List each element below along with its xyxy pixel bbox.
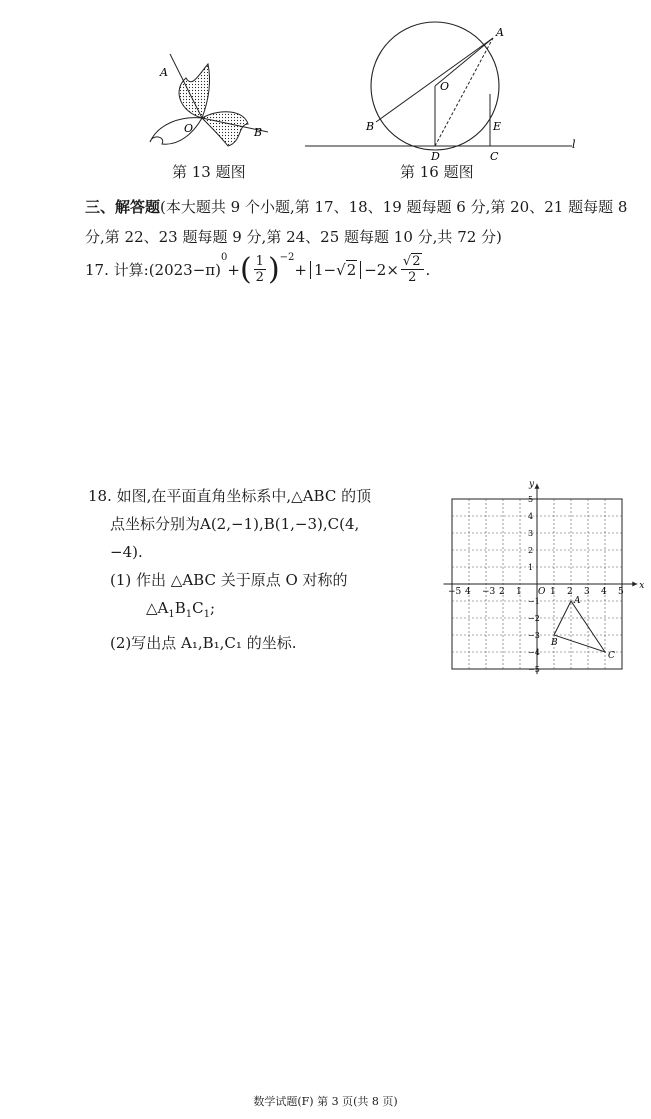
page-footer: 数学试题(F) 第 3 页(共 8 页) — [253, 1095, 398, 1108]
x-tick-label: 1 — [550, 587, 556, 597]
q17-term1: (2023−π) — [148, 260, 221, 279]
q17-plus1: + — [227, 260, 240, 279]
fig13-label-a: A — [160, 66, 168, 79]
fig13-caption: 第 13 题图 — [172, 163, 246, 181]
q17-prefix: 17. 计算: — [85, 261, 149, 279]
x-tick-label: 2 — [499, 587, 505, 597]
fig13-label-o: O — [184, 122, 194, 135]
y-tick-label: −3 — [528, 631, 540, 640]
x-tick-label: −3 — [482, 587, 496, 597]
y-tick-label: 1 — [528, 563, 534, 572]
x-tick-label: O — [538, 587, 546, 597]
x-tick-label: 4 — [465, 587, 471, 597]
point-a-label: A — [574, 596, 581, 606]
fig16-label-l: l — [572, 138, 576, 151]
fig16-label-c: C — [490, 150, 499, 163]
point-c-label: C — [608, 651, 615, 661]
fig16-caption: 第 16 题图 — [400, 163, 474, 181]
triangle-abc — [554, 601, 605, 652]
x-axis-arrow — [632, 582, 637, 587]
x-tick-label: 1 — [516, 587, 522, 597]
fig16-label-b: B — [366, 120, 375, 133]
q18-part2: (2)写出点 A₁,B₁,C₁ 的坐标. — [110, 634, 297, 652]
q18-part1a: (1) 作出 △ABC 关于原点 O 对称的 — [110, 571, 348, 589]
q17-end: . — [425, 260, 431, 279]
y-tick-label: 2 — [528, 546, 534, 555]
q18-part1b: $\triangle A_1B_1C_1$; — [146, 599, 216, 620]
q17-half: $\frac{1}{2}$ — [255, 254, 264, 285]
x-tick-label: 5 — [618, 587, 624, 597]
coordinate-grid — [440, 480, 650, 675]
y-tick-label: 3 — [528, 529, 534, 538]
q17-plus2: + — [294, 260, 307, 279]
fig16-label-o: O — [440, 80, 450, 93]
q18-line1: 18. 如图,在平面直角坐标系中,△ABC 的顶 — [88, 487, 372, 505]
figure-13 — [140, 50, 270, 165]
q17-minus2x: −2× — [364, 260, 399, 279]
x-tick-label: 4 — [601, 587, 607, 597]
section-title: 三、解答题 — [85, 198, 161, 216]
y-tick-label: −4 — [528, 648, 540, 657]
q17-abs-inner: 1− — [314, 260, 337, 279]
x-tick-label: 2 — [567, 587, 573, 597]
fig16-label-d: D — [431, 150, 440, 163]
x-axis-label: x — [639, 581, 645, 591]
q17-exp0: 0 — [221, 252, 228, 263]
section-note: (本大题共 9 个小题,第 17、18、19 题每题 6 分,第 20、21 题每题 8 分,第 22、23 题每题 9 分,第 24、25 题每题 10 分,共 72 分) — [85, 198, 628, 246]
y-tick-label: −1 — [528, 597, 540, 606]
q17-sqrt-frac: $\frac{√2}{2}$ — [401, 254, 424, 285]
question-17: 17. 计算: (2023−π) 0 + ( $\frac{1}{2}$ ) −2 + 1− √ 2 −2× $\frac{√2}{2}$ . — [85, 251, 431, 287]
fig13-label-b: B — [254, 126, 263, 139]
point-b-label: B — [551, 638, 558, 648]
y-tick-label: 5 — [528, 495, 534, 504]
fig16-label-a: A — [496, 26, 504, 39]
y-tick-label: −2 — [528, 614, 540, 623]
y-axis-arrow — [535, 484, 540, 489]
y-tick-label: −5 — [528, 665, 540, 674]
y-tick-label: 4 — [528, 512, 534, 521]
q18-line3: −4). — [110, 543, 143, 561]
q17-sqrt2: 2 — [346, 261, 357, 279]
y-axis-label: y — [529, 480, 535, 490]
x-tick-label: −5 — [448, 587, 462, 597]
section-heading — [85, 192, 645, 252]
q17-exp-neg2: −2 — [279, 252, 295, 263]
x-tick-label: 3 — [584, 587, 590, 597]
question-18 — [88, 482, 433, 657]
q18-line2: 点坐标分别为A(2,−1),B(1,−3),C(4, — [110, 515, 360, 533]
figure-16 — [300, 18, 585, 168]
fig16-label-e: E — [493, 120, 502, 133]
